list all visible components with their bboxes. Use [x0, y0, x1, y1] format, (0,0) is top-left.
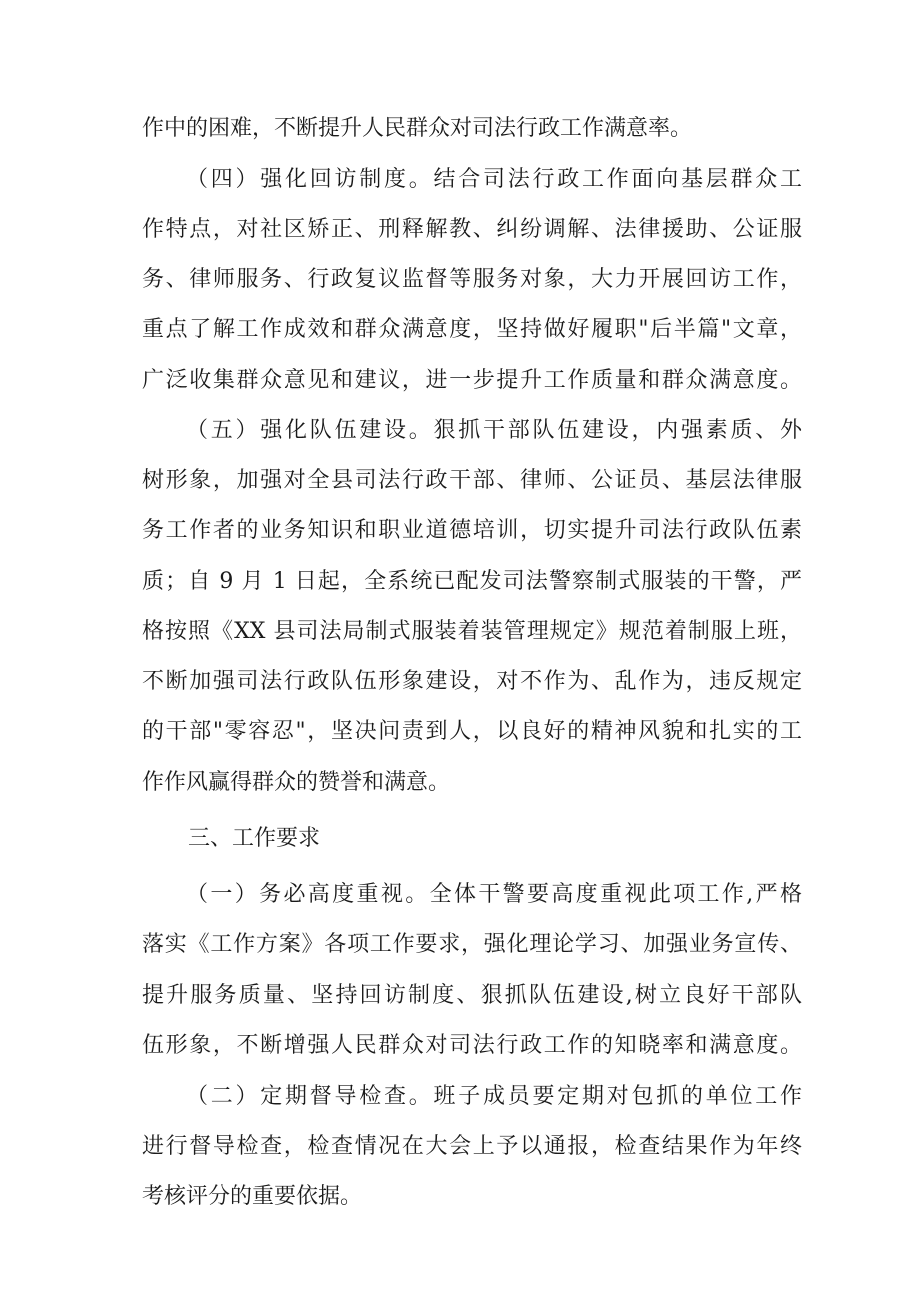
paragraph-line: 格按照《XX 县司法局制式服装着装管理规定》规范着制服上班，	[142, 619, 802, 644]
paragraph-line: 落实《工作方案》各项工作要求，强化理论学习、加强业务宣传、	[142, 932, 802, 957]
paragraph-line: 考核评分的重要依据。	[142, 1184, 363, 1209]
paragraph-line: 作特点，对社区矫正、刑释解教、纠纷调解、法律援助、公证服	[142, 217, 802, 242]
paragraph-line: 作作风赢得群众的赞誉和满意。	[142, 770, 451, 795]
paragraph-line: 务、律师服务、行政复议监督等服务对象，大力开展回访工作，	[142, 267, 802, 292]
section-heading: 三、工作要求	[188, 826, 321, 851]
paragraph-line: （四）强化回访制度。结合司法行政工作面向基层群众工	[186, 167, 802, 192]
paragraph-line: （一）务必高度重视。全体干警要高度重视此项工作,严格	[186, 882, 802, 907]
paragraph-line: 的干部"零容忍"，坚决问责到人，以良好的精神风貌和扎实的工	[142, 719, 802, 744]
paragraph-line: 质；自 9 月 1 日起，全系统已配发司法警察制式服装的干警，严	[142, 569, 802, 594]
paragraph-line: 提升服务质量、坚持回访制度、狠抓队伍建设,树立良好干部队	[142, 983, 802, 1008]
paragraph-line: 进行督导检查，检查情况在大会上予以通报，检查结果作为年终	[142, 1134, 802, 1159]
paragraph-line: （二）定期督导检查。班子成员要定期对包抓的单位工作	[186, 1084, 802, 1109]
paragraph-line: 重点了解工作成效和群众满意度，坚持做好履职"后半篇"文章，	[142, 317, 802, 342]
paragraph-line: （五）强化队伍建设。狠抓干部队伍建设，内强素质、外	[186, 418, 802, 443]
paragraph-line: 伍形象，不断增强人民群众对司法行政工作的知晓率和满意度。	[142, 1033, 802, 1058]
paragraph-line: 务工作者的业务知识和职业道德培训，切实提升司法行政队伍素	[142, 518, 802, 543]
paragraph-line: 不断加强司法行政队伍形象建设，对不作为、乱作为，违反规定	[142, 669, 802, 694]
paragraph-line: 广泛收集群众意见和建议，进一步提升工作质量和群众满意度。	[142, 368, 802, 393]
paragraph-line: 树形象，加强对全县司法行政干部、律师、公证员、基层法律服	[142, 468, 802, 493]
paragraph-line: 作中的困难，不断提升人民群众对司法行政工作满意率。	[142, 116, 693, 141]
